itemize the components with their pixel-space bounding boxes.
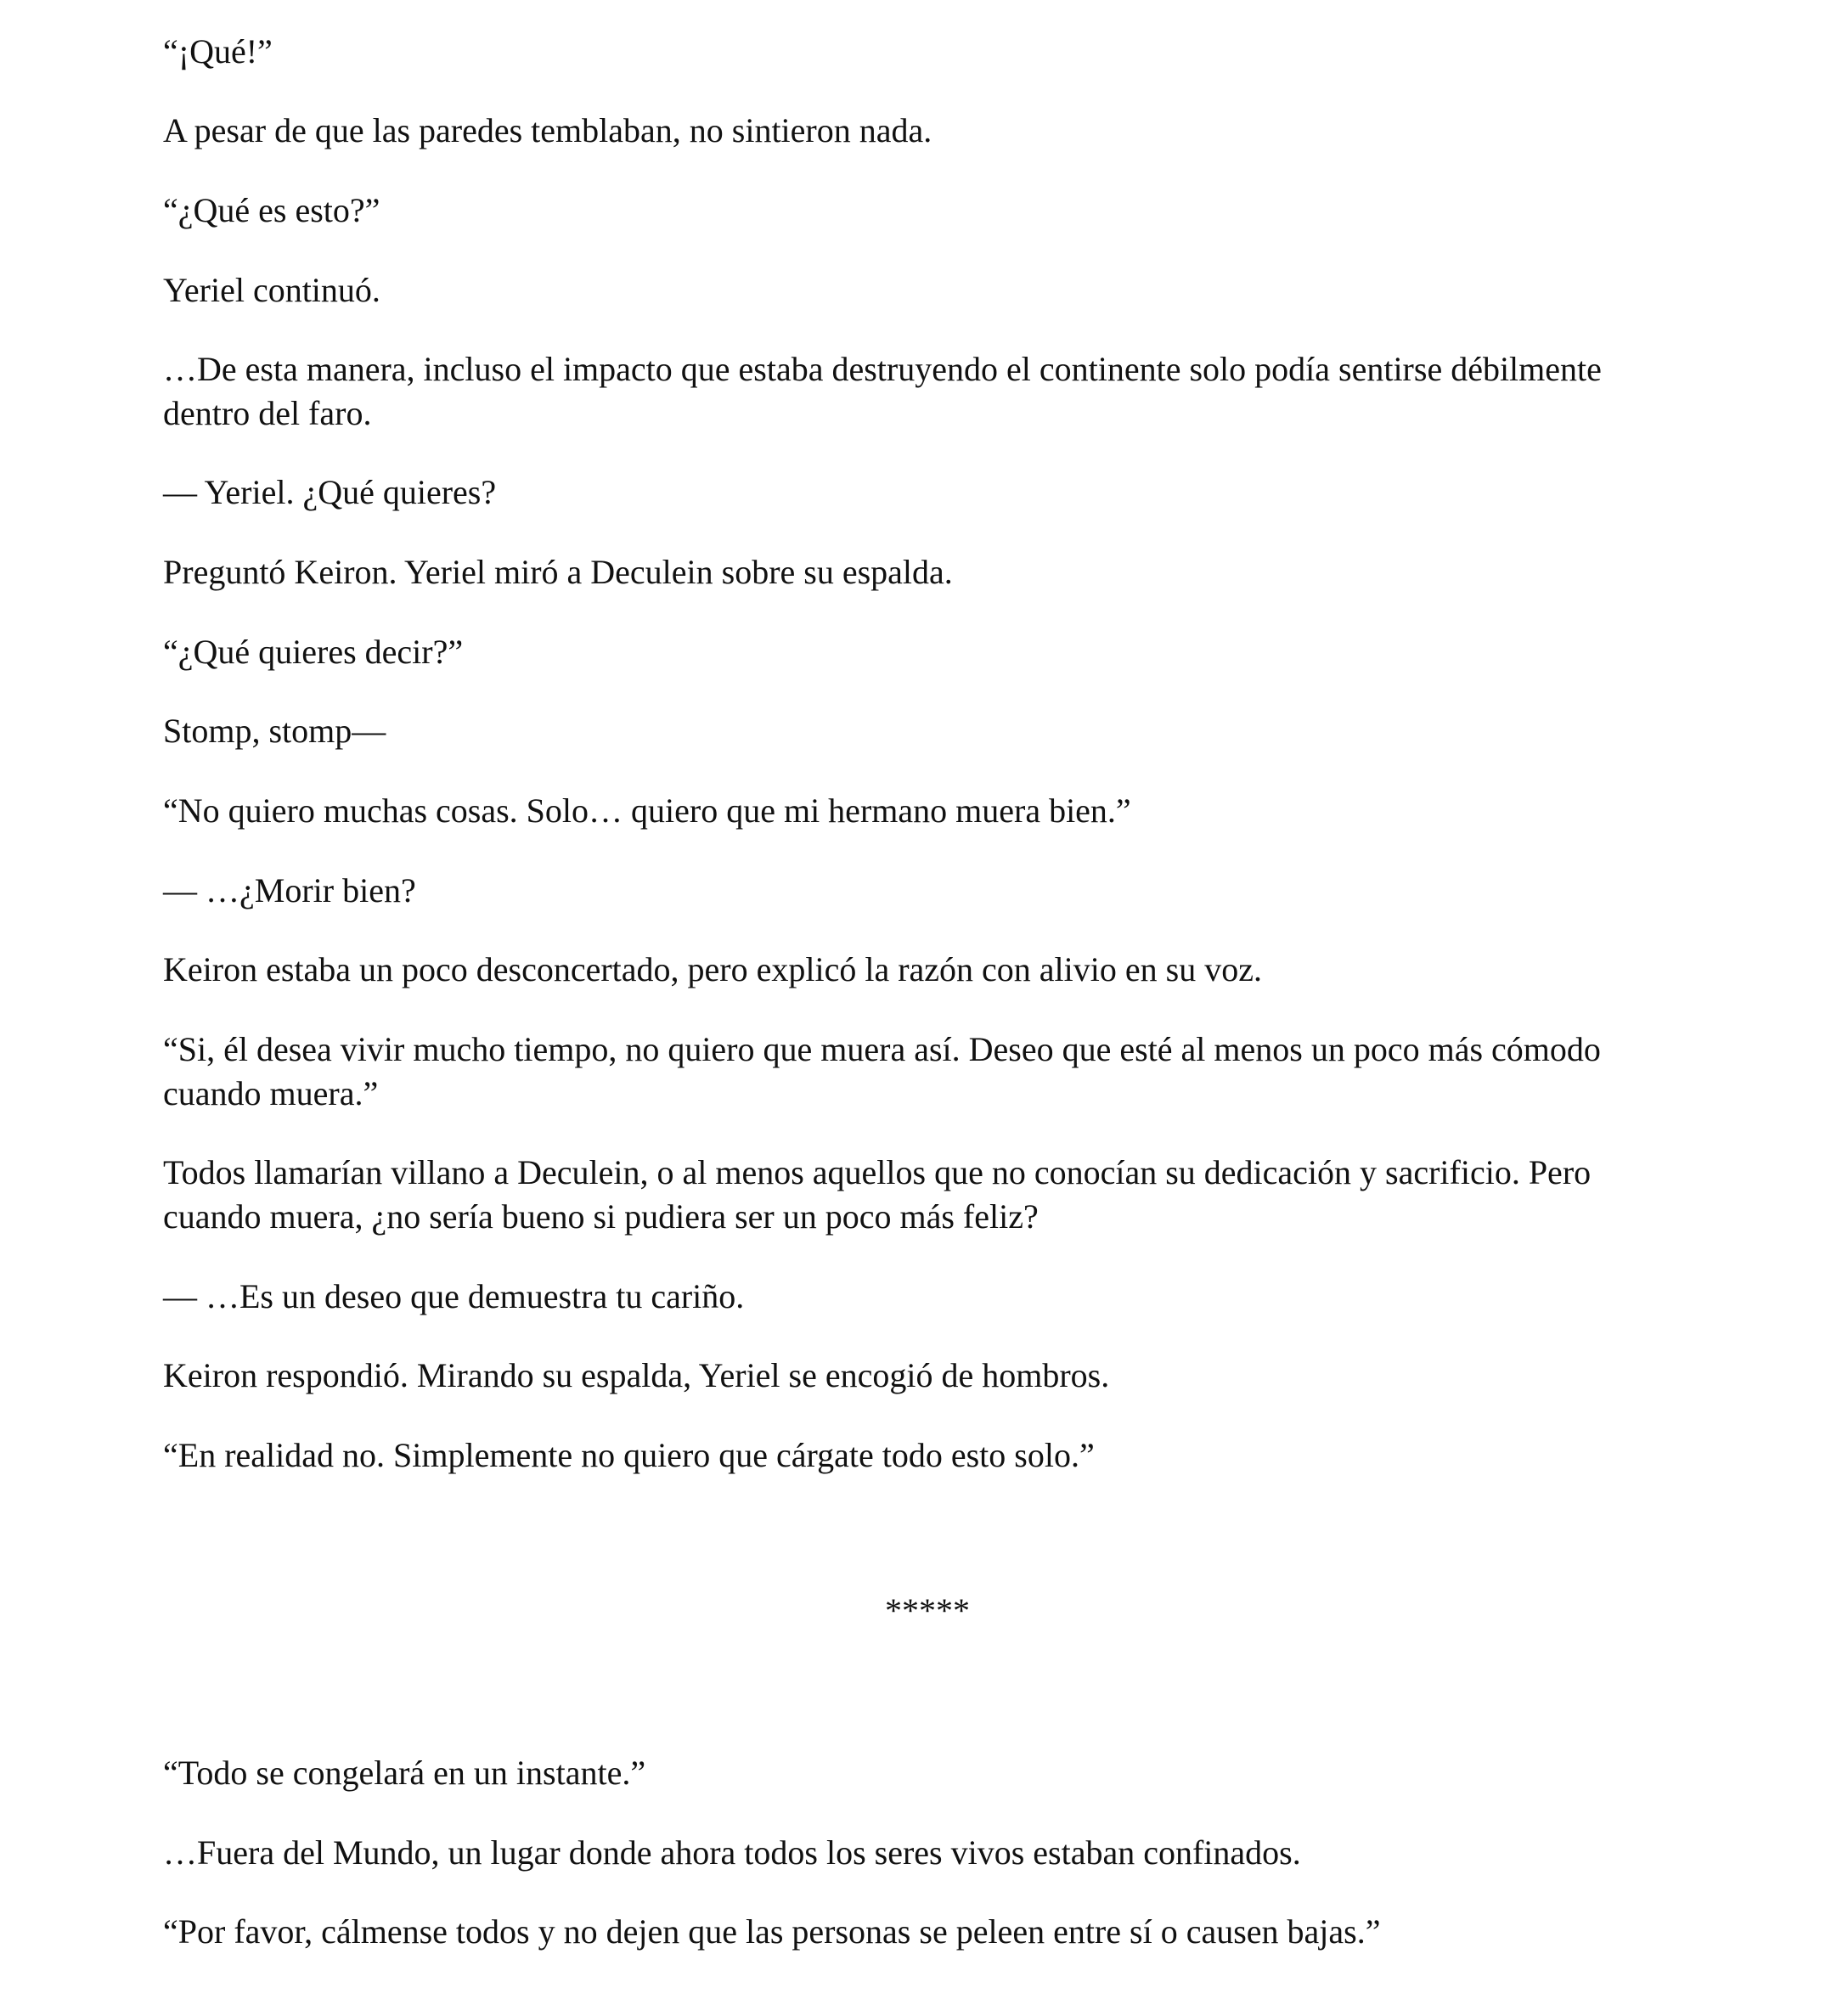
paragraph: Yeriel continuó. <box>163 271 380 309</box>
section-divider: ***** <box>885 1591 970 1630</box>
paragraph: Stomp, stomp— <box>163 712 386 750</box>
paragraph: Keiron estaba un poco desconcertado, pero explicó la razón con alivio en su voz. <box>163 950 1262 988</box>
paragraph: “Todo se congelará en un instante.” <box>163 1754 646 1792</box>
paragraph: — …Es un deseo que demuestra tu cariño. <box>163 1277 745 1315</box>
paragraph: “¡Qué!” <box>163 32 273 70</box>
paragraph: “Si, él desea vivir mucho tiempo, no quiero que muera así. Deseo que esté al menos un poco más cómodo cuando muera.” <box>163 1030 1601 1112</box>
paragraph: …Fuera del Mundo, un lugar donde ahora todos los seres vivos estaban confinados. <box>163 1833 1301 1872</box>
paragraph: “Por favor, cálmense todos y no dejen que las personas se peleen entre sí o causen bajas.” <box>163 1912 1381 1951</box>
paragraph: …De esta manera, incluso el impacto que estaba destruyendo el continente solo podía sentirse débilmente dentro del faro. <box>163 350 1602 432</box>
paragraph: “En realidad no. Simplemente no quiero que cárgate todo esto solo.” <box>163 1436 1095 1474</box>
paragraph: Preguntó Keiron. Yeriel miró a Deculein sobre su espalda. <box>163 553 953 591</box>
paragraph: “¿Qué quieres decir?” <box>163 633 464 671</box>
paragraph: “No quiero muchas cosas. Solo… quiero que mi hermano muera bien.” <box>163 791 1131 830</box>
paragraph: Keiron respondió. Mirando su espalda, Yeriel se encogió de hombros. <box>163 1356 1110 1394</box>
paragraph: Todos llamarían villano a Deculein, o al menos aquellos que no conocían su dedicación y sacrificio. Pero cuando muera, ¿no sería bueno si pudiera ser un poco más feliz? <box>163 1153 1592 1236</box>
paragraph: A pesar de que las paredes temblaban, no sintieron nada. <box>163 111 932 149</box>
paragraph: — …¿Morir bien? <box>163 871 416 909</box>
paragraph: — Yeriel. ¿Qué quieres? <box>163 473 497 511</box>
paragraph: “¿Qué es esto?” <box>163 191 380 229</box>
